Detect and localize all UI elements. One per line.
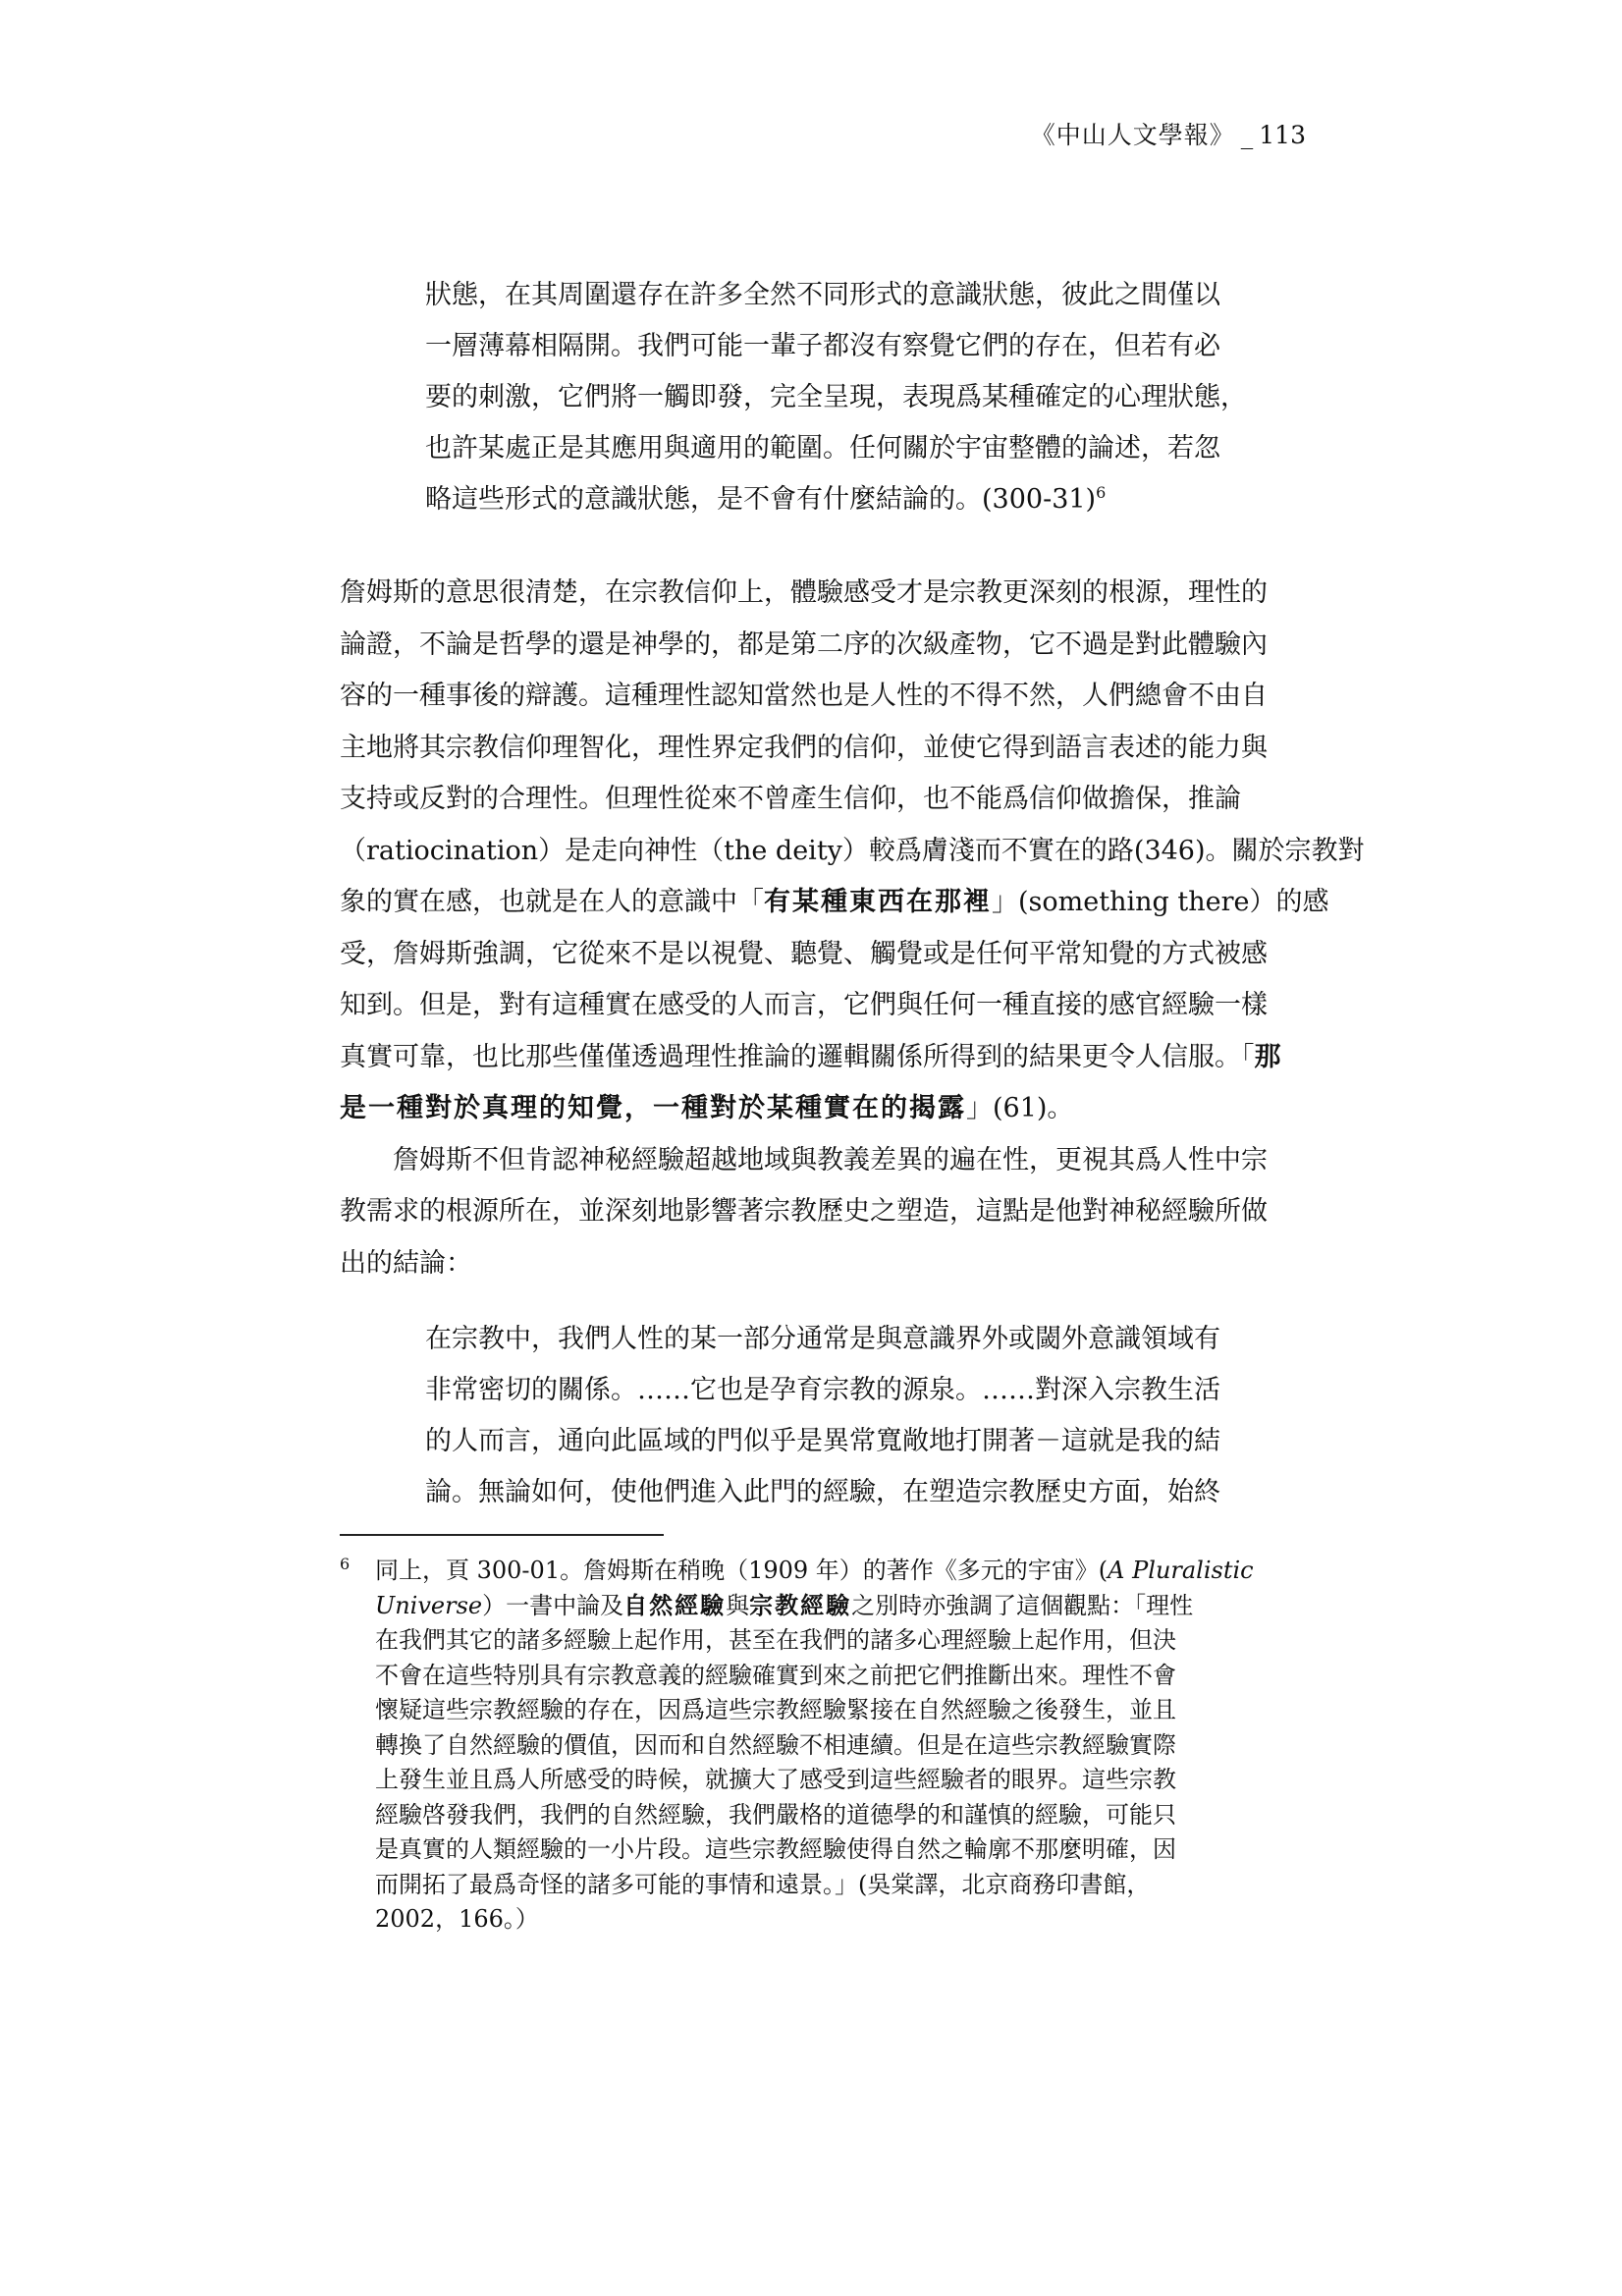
body-line: 教需求的根源所在，並深刻地影響著宗教歷史之塑造，這點是他對神秘經驗所做 bbox=[340, 1196, 1268, 1227]
body-line bbox=[340, 1032, 1297, 1084]
body-line: 受，詹姆斯強調，它從來不是以視覺、聽覺、觸覺或是任何平常知覺的方式被感 bbox=[340, 938, 1268, 969]
running-header bbox=[982, 116, 1306, 155]
quote-line: 的人而言，通向此區域的門似乎是異常寬敞地打開著－這就是我的結 bbox=[425, 1426, 1220, 1456]
footnote-line: 是真實的人類經驗的一小片段。這些宗教經驗使得自然之輪廓不那麼明確，因 bbox=[375, 1835, 1176, 1863]
body-paragraphs bbox=[340, 568, 1365, 1289]
quote-line: 要的刺激，它們將一觸即發，完全呈現，表現爲某種確定的心理狀態， bbox=[425, 382, 1247, 412]
page-number: 113 bbox=[1259, 121, 1306, 149]
body-text-run: 」(61)。 bbox=[966, 1093, 1074, 1123]
footnote-line: 經驗啓發我們，我們的自然經驗，我們嚴格的道德學的和謹慎的經驗，可能只 bbox=[375, 1800, 1176, 1829]
footnote-line: 而開拓了最爲奇怪的諸多可能的事情和遠景。」(吳棠譯，北京商務印書館， bbox=[375, 1870, 1151, 1898]
footnote-text-run: 與 bbox=[726, 1591, 750, 1619]
quote-line: 一層薄幕相隔開。我們可能一輩子都沒有察覺它們的存在，但若有必 bbox=[425, 331, 1220, 361]
emphasized-phrase: 宗教經驗 bbox=[749, 1591, 852, 1619]
quote-line: 論。無論如何，使他們進入此門的經驗，在塑造宗教歷史方面，始終 bbox=[425, 1477, 1220, 1507]
footnote-text-run: 之別時亦強調了這個觀點：「理性 bbox=[851, 1591, 1194, 1619]
footnote-block bbox=[340, 1554, 1307, 1938]
quote-line: 狀態，在其周圍還存在許多全然不同形式的意識狀態，彼此之間僅以 bbox=[425, 280, 1220, 310]
footnote-number: 6 bbox=[340, 1555, 351, 1573]
body-line: 知到。但是，對有這種實在感受的人而言，它們與任何一種直接的感官經驗一樣 bbox=[340, 990, 1268, 1020]
book-title-italic: Universe bbox=[375, 1591, 483, 1619]
body-line: 容的一種事後的辯護。這種理性認知當然也是人性的不得不然，人們總會不由自 bbox=[340, 681, 1268, 711]
footnote-line: 轉換了自然經驗的價值，因而和自然經驗不相連續。但是在這些宗教經驗實際 bbox=[375, 1730, 1176, 1759]
footnote-line: 2002，166。） bbox=[375, 1905, 539, 1933]
body-text-run: 」(something there）的感 bbox=[992, 887, 1329, 917]
footnote-text-run: 同上，頁 300-01。詹姆斯在稍晚（1909 年）的著作《多元的宇宙》( bbox=[375, 1557, 1108, 1584]
footnote-text-run: ）一書中論及 bbox=[482, 1591, 624, 1619]
emphasized-phrase: 是一種對於真理的知覺，一種對於某種實在的揭露 bbox=[340, 1093, 966, 1123]
quote-line bbox=[425, 474, 1240, 525]
footnote-line bbox=[340, 1589, 1307, 1624]
quote-line: 非常密切的關係。……它也是孕育宗教的源泉。……對深入宗教生活 bbox=[425, 1375, 1220, 1405]
quote-last-line-text: 略這些形式的意識狀態，是不會有什麼結論的。(300-31) bbox=[425, 484, 1097, 515]
footnote-line: 懷疑這些宗教經驗的存在，因爲這些宗教經驗緊接在自然經驗之後發生，並且 bbox=[375, 1696, 1176, 1723]
body-line: 詹姆斯不但肯認神秘經驗超越地域與教義差異的遍在性，更視其爲人性中宗 bbox=[393, 1144, 1268, 1175]
body-line: 出的結論： bbox=[340, 1247, 472, 1279]
body-line: 論證，不論是哲學的還是神學的，都是第二序的次級產物，它不過是對此體驗內 bbox=[340, 629, 1268, 660]
footnote-line: 在我們其它的諸多經驗上起作用，甚至在我們的諸多心理經驗上起作用，但決 bbox=[375, 1626, 1176, 1654]
quote-line: 在宗教中，我們人性的某一部分通常是與意識界外或閾外意識領域有 bbox=[425, 1324, 1220, 1354]
journal-title: 《中山人文學報》 bbox=[1030, 121, 1235, 149]
emphasized-phrase: 自然經驗 bbox=[623, 1591, 727, 1619]
body-line bbox=[340, 877, 1329, 929]
book-title-italic: A Pluralistic bbox=[1108, 1557, 1254, 1584]
body-text-run: 象的實在感，也就是在人的意識中「 bbox=[340, 887, 764, 917]
body-line: 主地將其宗教信仰理智化，理性界定我們的信仰，並使它得到語言表述的能力與 bbox=[340, 732, 1268, 763]
body-line bbox=[340, 1083, 1297, 1135]
emphasized-phrase: 有某種東西在那裡 bbox=[764, 887, 992, 917]
footnote-ref: 6 bbox=[1096, 483, 1107, 502]
block-quote-2 bbox=[425, 1314, 1240, 1518]
body-text-run: 真實可靠，也比那些僅僅透過理性推論的邏輯關係所得到的結果更令人信服。「 bbox=[340, 1041, 1255, 1072]
footnote-line: 不會在這些特別具有宗教意義的經驗確實到來之前把它們推斷出來。理性不會 bbox=[375, 1661, 1176, 1689]
footnote-divider bbox=[340, 1534, 664, 1536]
footnote-line bbox=[340, 1554, 1307, 1589]
quote-line: 也許某處正是其應用與適用的範圍。任何關於宇宙整體的論述，若忽 bbox=[425, 433, 1220, 464]
body-line: 詹姆斯的意思很清楚，在宗教信仰上，體驗感受才是宗教更深刻的根源，理性的 bbox=[340, 577, 1268, 608]
footnote-line: 上發生並且爲人所感受的時候，就擴大了感受到這些經驗者的眼界。這些宗教 bbox=[375, 1766, 1176, 1793]
emphasized-phrase: 那 bbox=[1254, 1041, 1283, 1072]
block-quote-1 bbox=[425, 270, 1247, 525]
header-separator: _ bbox=[1240, 121, 1254, 149]
body-line: 支持或反對的合理性。但理性從來不曾產生信仰，也不能爲信仰做擔保，推論 bbox=[340, 784, 1241, 814]
body-line: （ratiocination）是走向神性（the deity）較爲膚淺而不實在的路(346)。關於宗教對 bbox=[340, 835, 1365, 866]
